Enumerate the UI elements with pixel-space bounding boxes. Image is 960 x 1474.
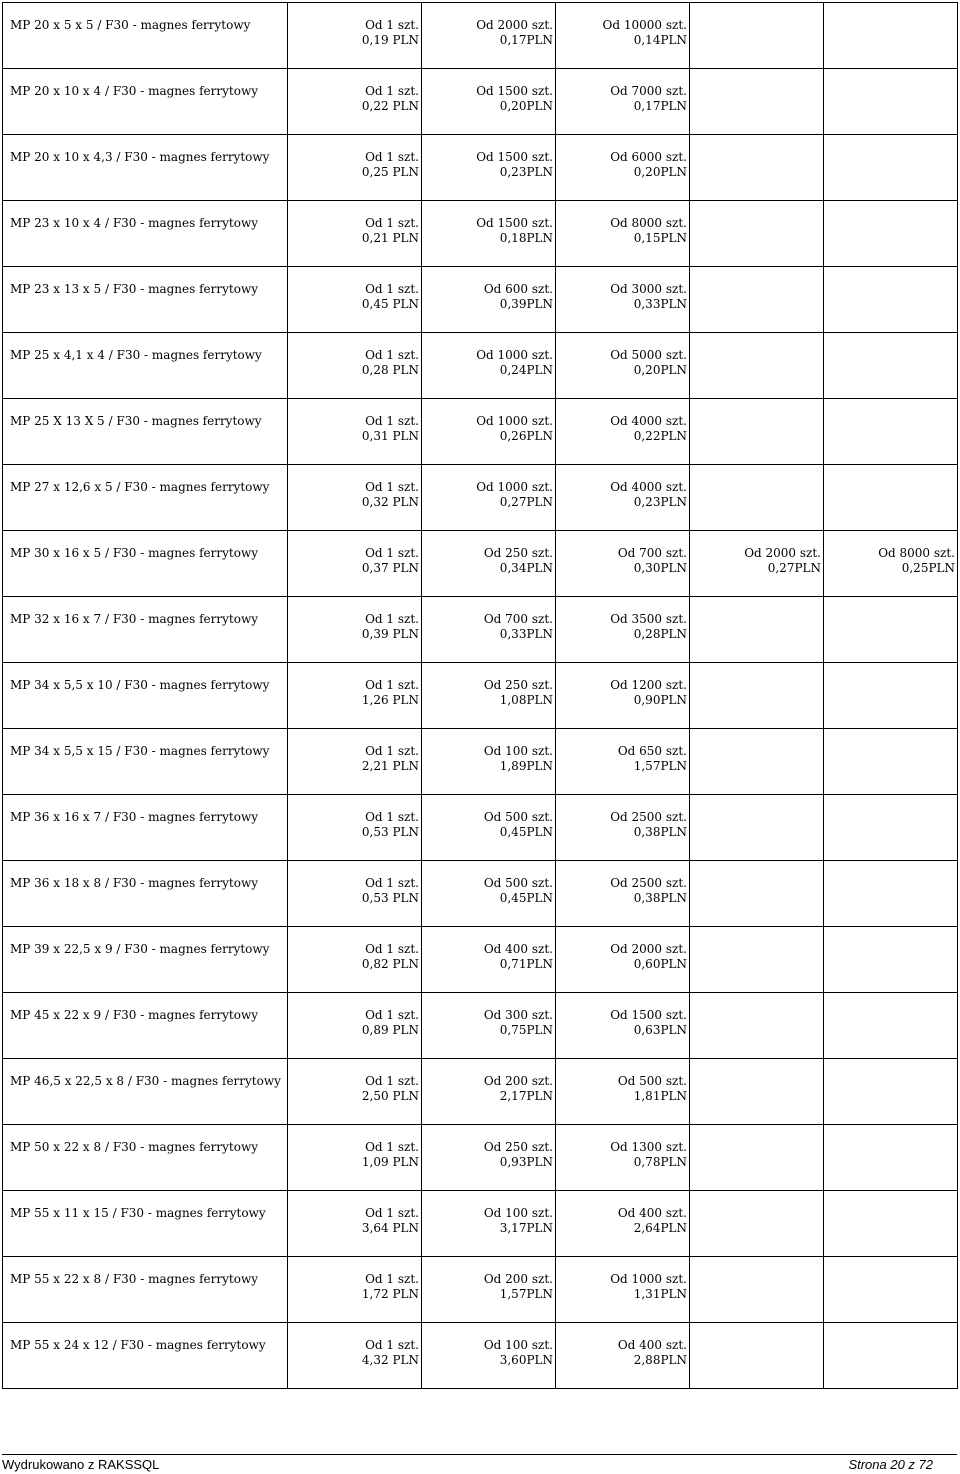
tier-quantity: Od 500 szt. <box>617 1074 687 1088</box>
price-tier-cell <box>824 861 958 927</box>
product-name: MP 23 x 13 x 5 / F30 - magnes ferrytowy <box>3 267 288 333</box>
price-tier-cell <box>690 267 824 333</box>
tier-price: 0,19 PLN <box>361 33 419 47</box>
price-tier-cell <box>556 1125 690 1191</box>
tier-price: 0,45 PLN <box>361 297 419 311</box>
tier-price: 0,26PLN <box>499 429 553 443</box>
price-tier-cell <box>556 1257 690 1323</box>
tier-quantity: Od 250 szt. <box>483 546 553 560</box>
price-tier-cell <box>422 135 556 201</box>
price-table <box>2 2 958 1389</box>
table-row <box>3 663 958 729</box>
tier-quantity: Od 5000 szt. <box>610 348 687 362</box>
tier-quantity: Od 1 szt. <box>365 150 419 164</box>
tier-quantity: Od 1 szt. <box>365 1206 419 1220</box>
price-tier-cell <box>422 1125 556 1191</box>
tier-price: 2,21 PLN <box>361 759 419 773</box>
price-tier-cell <box>422 69 556 135</box>
tier-price: 2,50 PLN <box>361 1089 419 1103</box>
price-tier-cell <box>422 399 556 465</box>
table-row <box>3 531 958 597</box>
tier-quantity: Od 3000 szt. <box>610 282 687 296</box>
price-tier-cell <box>288 399 422 465</box>
tier-quantity: Od 1000 szt. <box>610 1272 687 1286</box>
tier-price: 1,08PLN <box>499 693 553 707</box>
product-name: MP 20 x 5 x 5 / F30 - magnes ferrytowy <box>3 3 288 69</box>
price-tier-cell <box>556 663 690 729</box>
product-name: MP 23 x 10 x 4 / F30 - magnes ferrytowy <box>3 201 288 267</box>
price-tier-cell <box>690 1125 824 1191</box>
price-tier-cell <box>824 531 958 597</box>
tier-price: 0,33PLN <box>499 627 553 641</box>
price-tier-cell <box>690 1257 824 1323</box>
price-tier-cell <box>824 3 958 69</box>
price-tier-cell <box>556 333 690 399</box>
tier-quantity: Od 6000 szt. <box>610 150 687 164</box>
price-tier-cell <box>824 69 958 135</box>
tier-price: 0,38PLN <box>633 825 687 839</box>
price-tier-cell <box>556 861 690 927</box>
tier-quantity: Od 500 szt. <box>483 876 553 890</box>
price-tier-cell <box>690 69 824 135</box>
price-tier-cell <box>422 729 556 795</box>
tier-quantity: Od 1500 szt. <box>610 1008 687 1022</box>
price-tier-cell <box>422 1257 556 1323</box>
tier-price: 0,93PLN <box>499 1155 553 1169</box>
price-tier-cell <box>556 927 690 993</box>
tier-price: 0,28PLN <box>633 627 687 641</box>
table-row <box>3 1257 958 1323</box>
price-tier-cell <box>422 201 556 267</box>
tier-price: 0,31 PLN <box>361 429 419 443</box>
tier-quantity: Od 600 szt. <box>483 282 553 296</box>
price-tier-cell <box>422 1191 556 1257</box>
tier-quantity: Od 1 szt. <box>365 612 419 626</box>
price-tier-cell <box>690 663 824 729</box>
price-tier-cell <box>690 3 824 69</box>
tier-price: 0,82 PLN <box>361 957 419 971</box>
tier-price: 0,45PLN <box>499 825 553 839</box>
product-name: MP 25 X 13 X 5 / F30 - magnes ferrytowy <box>3 399 288 465</box>
tier-price: 0,33PLN <box>633 297 687 311</box>
tier-price: 0,20PLN <box>633 363 687 377</box>
product-name: MP 27 x 12,6 x 5 / F30 - magnes ferrytowy <box>3 465 288 531</box>
price-tier-cell <box>556 465 690 531</box>
tier-quantity: Od 1000 szt. <box>476 414 553 428</box>
price-tier-cell <box>556 135 690 201</box>
price-tier-cell <box>824 927 958 993</box>
table-row <box>3 993 958 1059</box>
tier-price: 0,22PLN <box>633 429 687 443</box>
tier-price: 0,23PLN <box>499 165 553 179</box>
tier-quantity: Od 1300 szt. <box>610 1140 687 1154</box>
tier-price: 0,14PLN <box>633 33 687 47</box>
price-tier-cell <box>556 1191 690 1257</box>
page-footer <box>2 1454 957 1472</box>
tier-quantity: Od 1 szt. <box>365 546 419 560</box>
tier-price: 0,89 PLN <box>361 1023 419 1037</box>
product-name: MP 36 x 18 x 8 / F30 - magnes ferrytowy <box>3 861 288 927</box>
tier-price: 0,17PLN <box>499 33 553 47</box>
tier-quantity: Od 1200 szt. <box>610 678 687 692</box>
tier-price: 0,22 PLN <box>361 99 419 113</box>
price-tier-cell <box>288 1323 422 1389</box>
price-tier-cell <box>556 729 690 795</box>
tier-price: 0,71PLN <box>499 957 553 971</box>
price-tier-cell <box>422 465 556 531</box>
price-tier-cell <box>824 795 958 861</box>
product-name: MP 39 x 22,5 x 9 / F30 - magnes ferrytowy <box>3 927 288 993</box>
tier-quantity: Od 1000 szt. <box>476 348 553 362</box>
tier-price: 0,53 PLN <box>361 891 419 905</box>
table-row <box>3 1323 958 1389</box>
table-row <box>3 597 958 663</box>
price-tier-cell <box>824 1323 958 1389</box>
price-tier-cell <box>288 729 422 795</box>
price-tier-cell <box>690 333 824 399</box>
price-tier-cell <box>288 993 422 1059</box>
table-row <box>3 465 958 531</box>
product-name: MP 30 x 16 x 5 / F30 - magnes ferrytowy <box>3 531 288 597</box>
table-row <box>3 3 958 69</box>
tier-quantity: Od 7000 szt. <box>610 84 687 98</box>
table-row <box>3 1125 958 1191</box>
tier-quantity: Od 3500 szt. <box>610 612 687 626</box>
tier-price: 0,20PLN <box>499 99 553 113</box>
tier-quantity: Od 300 szt. <box>483 1008 553 1022</box>
price-tier-cell <box>556 201 690 267</box>
tier-quantity: Od 1 szt. <box>365 348 419 362</box>
price-tier-cell <box>288 795 422 861</box>
price-tier-cell <box>690 861 824 927</box>
price-tier-cell <box>422 3 556 69</box>
price-tier-cell <box>690 597 824 663</box>
price-tier-cell <box>422 861 556 927</box>
price-tier-cell <box>422 927 556 993</box>
price-tier-cell <box>824 333 958 399</box>
tier-quantity: Od 1500 szt. <box>476 84 553 98</box>
table-row <box>3 1191 958 1257</box>
price-tier-cell <box>690 531 824 597</box>
tier-quantity: Od 400 szt. <box>617 1338 687 1352</box>
tier-price: 0,90PLN <box>633 693 687 707</box>
price-tier-cell <box>824 663 958 729</box>
tier-price: 1,57PLN <box>633 759 687 773</box>
price-tier-cell <box>556 531 690 597</box>
tier-price: 0,27PLN <box>499 495 553 509</box>
price-tier-cell <box>288 135 422 201</box>
tier-quantity: Od 1 szt. <box>365 216 419 230</box>
price-tier-cell <box>556 267 690 333</box>
tier-quantity: Od 400 szt. <box>617 1206 687 1220</box>
price-tier-cell <box>824 465 958 531</box>
tier-price: 0,28 PLN <box>361 363 419 377</box>
footer-page-number: Strona 20 z 72 <box>848 1457 933 1472</box>
tier-quantity: Od 650 szt. <box>617 744 687 758</box>
tier-quantity: Od 400 szt. <box>483 942 553 956</box>
tier-price: 0,39 PLN <box>361 627 419 641</box>
product-name: MP 46,5 x 22,5 x 8 / F30 - magnes ferrytowy <box>3 1059 288 1125</box>
price-tier-cell <box>824 399 958 465</box>
tier-price: 1,89PLN <box>499 759 553 773</box>
product-name: MP 36 x 16 x 7 / F30 - magnes ferrytowy <box>3 795 288 861</box>
tier-price: 0,78PLN <box>633 1155 687 1169</box>
tier-quantity: Od 700 szt. <box>483 612 553 626</box>
tier-price: 1,57PLN <box>499 1287 553 1301</box>
price-tier-cell <box>824 993 958 1059</box>
price-tier-cell <box>288 597 422 663</box>
tier-price: 0,32 PLN <box>361 495 419 509</box>
price-tier-cell <box>824 729 958 795</box>
tier-quantity: Od 1 szt. <box>365 282 419 296</box>
tier-quantity: Od 100 szt. <box>483 1206 553 1220</box>
tier-quantity: Od 1500 szt. <box>476 150 553 164</box>
tier-quantity: Od 1000 szt. <box>476 480 553 494</box>
product-name: MP 25 x 4,1 x 4 / F30 - magnes ferrytowy <box>3 333 288 399</box>
tier-quantity: Od 1 szt. <box>365 1272 419 1286</box>
tier-price: 0,20PLN <box>633 165 687 179</box>
price-tier-cell <box>288 69 422 135</box>
product-name: MP 45 x 22 x 9 / F30 - magnes ferrytowy <box>3 993 288 1059</box>
price-tier-cell <box>288 1257 422 1323</box>
footer-printed-from: Wydrukowano z RAKSSQL <box>2 1457 160 1472</box>
product-name: MP 50 x 22 x 8 / F30 - magnes ferrytowy <box>3 1125 288 1191</box>
tier-price: 3,64 PLN <box>361 1221 419 1235</box>
tier-quantity: Od 1 szt. <box>365 1140 419 1154</box>
tier-quantity: Od 8000 szt. <box>878 546 955 560</box>
price-tier-cell <box>690 729 824 795</box>
price-tier-cell <box>556 1059 690 1125</box>
price-tier-cell <box>824 597 958 663</box>
tier-quantity: Od 1 szt. <box>365 1074 419 1088</box>
price-tier-cell <box>824 267 958 333</box>
product-name: MP 20 x 10 x 4 / F30 - magnes ferrytowy <box>3 69 288 135</box>
price-tier-cell <box>556 597 690 663</box>
price-tier-cell <box>690 993 824 1059</box>
table-row <box>3 861 958 927</box>
table-row <box>3 729 958 795</box>
price-tier-cell <box>422 267 556 333</box>
tier-quantity: Od 1 szt. <box>365 678 419 692</box>
tier-price: 0,37 PLN <box>361 561 419 575</box>
tier-price: 0,30PLN <box>633 561 687 575</box>
tier-quantity: Od 4000 szt. <box>610 414 687 428</box>
tier-price: 0,60PLN <box>633 957 687 971</box>
product-name: MP 34 x 5,5 x 15 / F30 - magnes ferrytowy <box>3 729 288 795</box>
tier-quantity: Od 2000 szt. <box>744 546 821 560</box>
price-tier-cell <box>288 3 422 69</box>
price-tier-cell <box>422 531 556 597</box>
tier-quantity: Od 250 szt. <box>483 678 553 692</box>
price-tier-cell <box>288 531 422 597</box>
product-name: MP 32 x 16 x 7 / F30 - magnes ferrytowy <box>3 597 288 663</box>
price-tier-cell <box>824 1125 958 1191</box>
tier-quantity: Od 2000 szt. <box>610 942 687 956</box>
tier-price: 0,25 PLN <box>361 165 419 179</box>
tier-quantity: Od 1 szt. <box>365 744 419 758</box>
price-table-body <box>3 3 958 1389</box>
price-tier-cell <box>288 267 422 333</box>
price-tier-cell <box>690 795 824 861</box>
table-row <box>3 69 958 135</box>
price-tier-cell <box>288 1059 422 1125</box>
price-tier-cell <box>422 333 556 399</box>
price-tier-cell <box>690 399 824 465</box>
price-tier-cell <box>422 795 556 861</box>
tier-quantity: Od 2000 szt. <box>476 18 553 32</box>
tier-price: 0,17PLN <box>633 99 687 113</box>
price-tier-cell <box>690 135 824 201</box>
tier-price: 0,27PLN <box>767 561 821 575</box>
tier-quantity: Od 1 szt. <box>365 414 419 428</box>
tier-price: 1,81PLN <box>633 1089 687 1103</box>
tier-price: 0,34PLN <box>499 561 553 575</box>
tier-quantity: Od 2500 szt. <box>610 876 687 890</box>
tier-price: 0,39PLN <box>499 297 553 311</box>
tier-price: 2,88PLN <box>633 1353 687 1367</box>
table-row <box>3 1059 958 1125</box>
tier-quantity: Od 500 szt. <box>483 810 553 824</box>
tier-price: 0,18PLN <box>499 231 553 245</box>
table-row <box>3 267 958 333</box>
tier-quantity: Od 1500 szt. <box>476 216 553 230</box>
tier-quantity: Od 2500 szt. <box>610 810 687 824</box>
tier-price: 0,53 PLN <box>361 825 419 839</box>
product-name: MP 55 x 11 x 15 / F30 - magnes ferrytowy <box>3 1191 288 1257</box>
tier-quantity: Od 200 szt. <box>483 1272 553 1286</box>
tier-price: 0,45PLN <box>499 891 553 905</box>
tier-quantity: Od 1 szt. <box>365 1338 419 1352</box>
tier-quantity: Od 8000 szt. <box>610 216 687 230</box>
price-tier-cell <box>288 927 422 993</box>
price-tier-cell <box>288 333 422 399</box>
price-tier-cell <box>690 201 824 267</box>
price-tier-cell <box>690 465 824 531</box>
product-name: MP 55 x 24 x 12 / F30 - magnes ferrytowy <box>3 1323 288 1389</box>
price-tier-cell <box>422 663 556 729</box>
tier-price: 1,09 PLN <box>361 1155 419 1169</box>
tier-quantity: Od 1 szt. <box>365 810 419 824</box>
tier-quantity: Od 1 szt. <box>365 1008 419 1022</box>
price-tier-cell <box>556 795 690 861</box>
price-tier-cell <box>556 399 690 465</box>
price-tier-cell <box>690 1323 824 1389</box>
price-tier-cell <box>556 69 690 135</box>
price-tier-cell <box>824 1059 958 1125</box>
tier-quantity: Od 250 szt. <box>483 1140 553 1154</box>
price-tier-cell <box>288 201 422 267</box>
price-tier-cell <box>690 1059 824 1125</box>
tier-price: 1,31PLN <box>633 1287 687 1301</box>
tier-price: 0,21 PLN <box>361 231 419 245</box>
price-tier-cell <box>288 663 422 729</box>
tier-price: 2,64PLN <box>633 1221 687 1235</box>
tier-price: 0,38PLN <box>633 891 687 905</box>
price-tier-cell <box>288 1125 422 1191</box>
product-name: MP 20 x 10 x 4,3 / F30 - magnes ferrytowy <box>3 135 288 201</box>
tier-quantity: Od 100 szt. <box>483 1338 553 1352</box>
price-tier-cell <box>556 3 690 69</box>
price-tier-cell <box>824 1257 958 1323</box>
tier-price: 0,63PLN <box>633 1023 687 1037</box>
tier-price: 4,32 PLN <box>361 1353 419 1367</box>
tier-price: 3,17PLN <box>499 1221 553 1235</box>
price-tier-cell <box>690 1191 824 1257</box>
tier-price: 0,24PLN <box>499 363 553 377</box>
tier-quantity: Od 4000 szt. <box>610 480 687 494</box>
price-tier-cell <box>422 993 556 1059</box>
price-tier-cell <box>690 927 824 993</box>
price-tier-cell <box>422 1059 556 1125</box>
price-tier-cell <box>556 993 690 1059</box>
tier-quantity: Od 1 szt. <box>365 942 419 956</box>
table-row <box>3 201 958 267</box>
tier-quantity: Od 700 szt. <box>617 546 687 560</box>
tier-price: 1,26 PLN <box>361 693 419 707</box>
price-tier-cell <box>824 1191 958 1257</box>
tier-price: 2,17PLN <box>499 1089 553 1103</box>
tier-quantity: Od 1 szt. <box>365 18 419 32</box>
product-name: MP 34 x 5,5 x 10 / F30 - magnes ferrytowy <box>3 663 288 729</box>
tier-price: 1,72 PLN <box>361 1287 419 1301</box>
product-name: MP 55 x 22 x 8 / F30 - magnes ferrytowy <box>3 1257 288 1323</box>
price-tier-cell <box>288 1191 422 1257</box>
tier-price: 0,75PLN <box>499 1023 553 1037</box>
tier-quantity: Od 1 szt. <box>365 876 419 890</box>
tier-quantity: Od 1 szt. <box>365 480 419 494</box>
price-tier-cell <box>422 597 556 663</box>
price-tier-cell <box>422 1323 556 1389</box>
table-row <box>3 927 958 993</box>
table-row <box>3 135 958 201</box>
tier-quantity: Od 200 szt. <box>483 1074 553 1088</box>
tier-price: 0,25PLN <box>901 561 955 575</box>
tier-quantity: Od 10000 szt. <box>602 18 687 32</box>
table-row <box>3 399 958 465</box>
price-tier-cell <box>288 861 422 927</box>
price-tier-cell <box>556 1323 690 1389</box>
tier-quantity: Od 1 szt. <box>365 84 419 98</box>
tier-quantity: Od 100 szt. <box>483 744 553 758</box>
table-row <box>3 333 958 399</box>
tier-price: 0,23PLN <box>633 495 687 509</box>
price-tier-cell <box>824 201 958 267</box>
price-tier-cell <box>824 135 958 201</box>
tier-price: 0,15PLN <box>633 231 687 245</box>
table-row <box>3 795 958 861</box>
price-tier-cell <box>288 465 422 531</box>
tier-price: 3,60PLN <box>499 1353 553 1367</box>
